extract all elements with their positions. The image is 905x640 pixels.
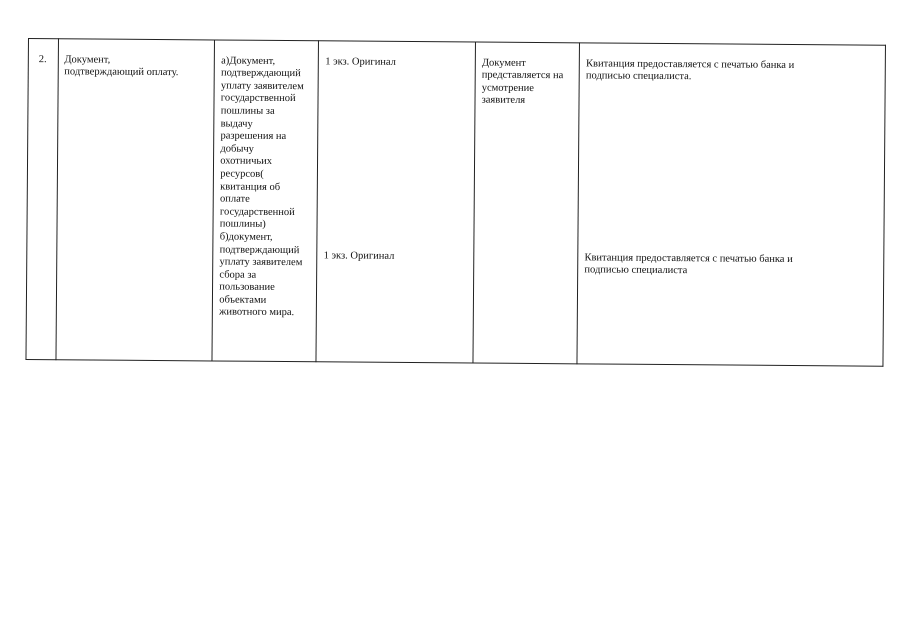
basis-cell[interactable]: [473, 42, 580, 364]
copies-a: 1 экз. Оригинал: [325, 55, 396, 68]
documents-table: [25, 38, 886, 367]
note-cell[interactable]: [577, 43, 885, 367]
note-b: Квитанция предоставляется с печатью банка и подписью специалиста: [584, 251, 793, 277]
copies-cell[interactable]: [316, 41, 475, 363]
copies-b: 1 экз. Оригинал: [323, 249, 395, 262]
document-name-cell[interactable]: [56, 39, 215, 361]
document-description: а)Документ, подтверждающий уплату заявителем государственной пошлины за выдачу разрешения на добычу охотничьих ресурсов( квитанция об оплате государственной пошлины) б)документ, подтверждающий уплату заявителем сбора за пользование объектами животного мира.: [219, 55, 304, 319]
table-row: [26, 39, 885, 367]
note-a: Квитанция предоставляется с печатью банка и подписью специалиста.: [585, 57, 795, 83]
submission-basis: Документ представляется на усмотрение заявителя: [481, 57, 564, 107]
row-number-cell[interactable]: [26, 39, 58, 360]
row-number: 2.: [38, 53, 47, 65]
document-name: Документ, подтверждающий оплату.: [64, 53, 179, 79]
description-cell[interactable]: [212, 40, 319, 362]
